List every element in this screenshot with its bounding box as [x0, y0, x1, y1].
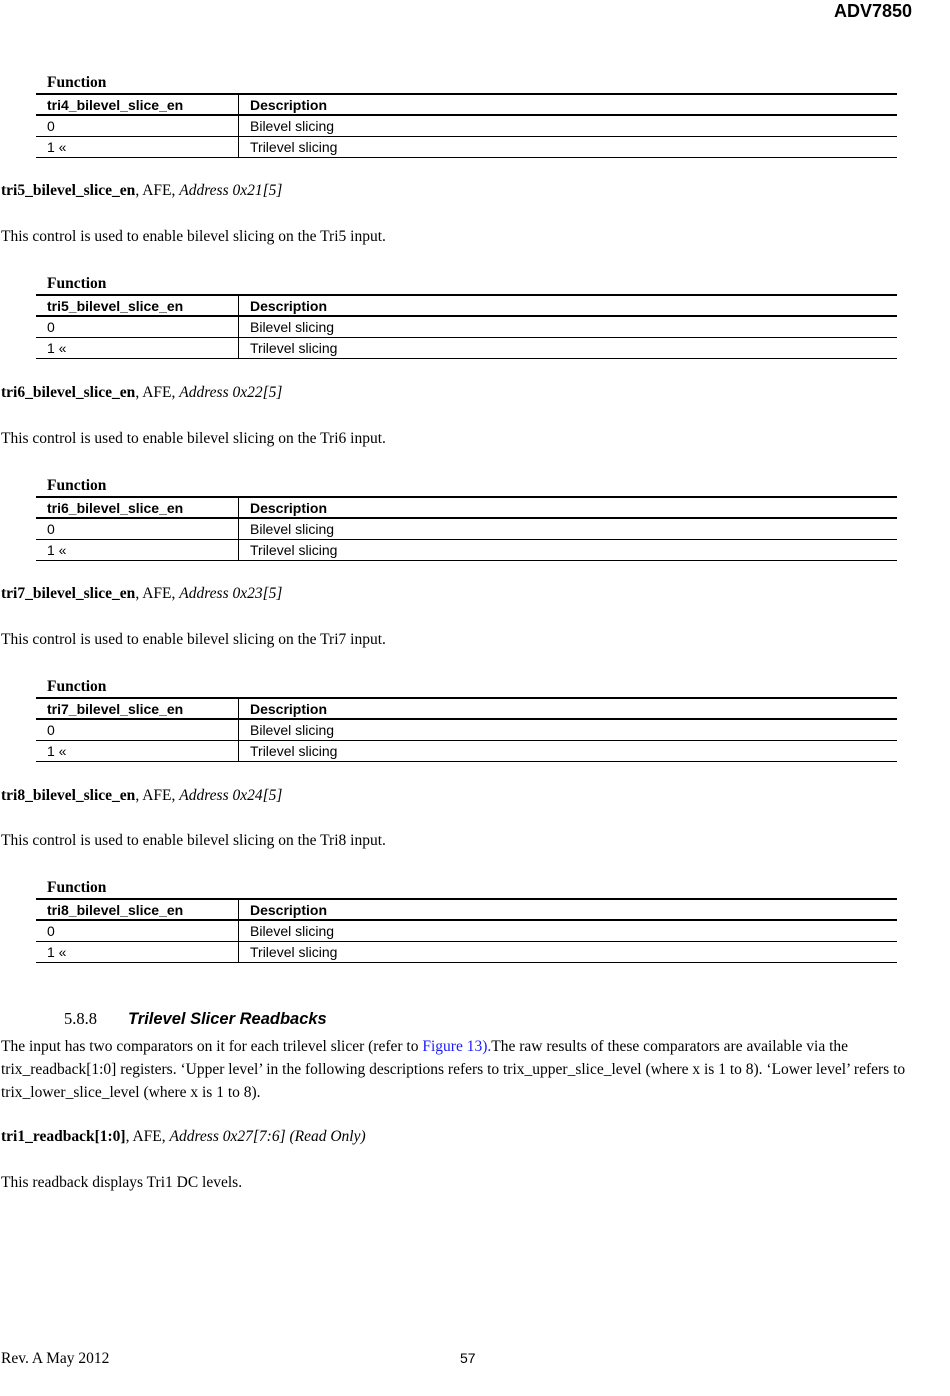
function-table-title: Function [47, 879, 107, 896]
table-cell: 1 « [36, 540, 239, 561]
register-name: tri7_bilevel_slice_en [1, 585, 136, 602]
table-row [36, 518, 897, 540]
section-title: Trilevel Slicer Readbacks [128, 1010, 327, 1028]
column-header: tri5_bilevel_slice_en [36, 295, 239, 316]
body-text-rest: The raw results of these comparators are available via the trix_readback[1:0] registers. ‘Upper level’ in the following descriptions refers to trix_upper_slice_level (where x is 1 to 8). ‘Lower level’ refers to trix_lower_slice_level (where x is 1 to 8). [1, 1038, 906, 1101]
register-name: tri6_bilevel_slice_en [1, 384, 136, 401]
document-header-title: ADV7850 [833, 1, 912, 21]
register-block: , AFE, [135, 182, 180, 199]
table-cell: 1 « [36, 741, 239, 762]
register-address: Address 0x21[5] [179, 182, 283, 199]
register-address: Address 0x27[7:6] (Read Only) [169, 1128, 366, 1145]
table-cell: 0 [36, 316, 239, 338]
table-cell: Bilevel slicing [239, 920, 898, 942]
table-header-row [36, 94, 897, 115]
table-cell: 0 [36, 115, 239, 137]
table-header-row [36, 698, 897, 719]
register-heading [1, 585, 282, 603]
register-address: Address 0x23[5] [179, 585, 283, 602]
column-header: tri6_bilevel_slice_en [36, 497, 239, 518]
function-table [36, 898, 897, 963]
table-row [36, 137, 897, 158]
table-row [36, 540, 897, 561]
table-cell: Trilevel slicing [239, 741, 898, 762]
function-table-title: Function [47, 275, 107, 292]
register-block: , AFE, [135, 585, 180, 602]
table-row [36, 115, 897, 137]
table-cell: Bilevel slicing [239, 719, 898, 741]
column-header: Description [239, 94, 898, 115]
body-text-start: The input has two comparators on it for each trilevel slicer (refer to [1, 1038, 423, 1055]
table-row [36, 741, 897, 762]
table-cell: 1 « [36, 942, 239, 963]
register-block: , AFE, [125, 1128, 170, 1145]
footer-revision: Rev. A May 2012 [1, 1350, 110, 1367]
table-header-row [36, 497, 897, 518]
register-address: Address 0x22[5] [179, 384, 283, 401]
function-table [36, 697, 897, 762]
function-table [36, 93, 897, 158]
table-header-row [36, 899, 897, 920]
column-header: tri4_bilevel_slice_en [36, 94, 239, 115]
column-header: Description [239, 899, 898, 920]
table-row [36, 719, 897, 741]
register-name: tri8_bilevel_slice_en [1, 787, 136, 804]
register-description: This control is used to enable bilevel slicing on the Tri5 input. [1, 228, 386, 245]
register-heading [1, 384, 282, 402]
table-cell: Trilevel slicing [239, 942, 898, 963]
register-block: , AFE, [135, 384, 180, 401]
register-address: Address 0x24[5] [179, 787, 283, 804]
register-name: tri5_bilevel_slice_en [1, 182, 136, 199]
table-cell: 0 [36, 719, 239, 741]
column-header: tri8_bilevel_slice_en [36, 899, 239, 920]
function-table [36, 496, 897, 561]
function-table-title: Function [47, 477, 107, 494]
table-cell: 0 [36, 920, 239, 942]
column-header: tri7_bilevel_slice_en [36, 698, 239, 719]
register-name: tri1_readback[1:0] [1, 1128, 126, 1145]
table-cell: Trilevel slicing [239, 338, 898, 359]
function-table [36, 294, 897, 359]
section-heading [64, 1009, 327, 1029]
register-block: , AFE, [135, 787, 180, 804]
register-heading [1, 1128, 366, 1146]
register-description: This control is used to enable bilevel slicing on the Tri7 input. [1, 631, 386, 648]
register-heading [1, 787, 282, 805]
table-cell: 1 « [36, 338, 239, 359]
table-cell: Trilevel slicing [239, 540, 898, 561]
register-description: This readback displays Tri1 DC levels. [1, 1174, 243, 1191]
register-heading [1, 182, 282, 200]
column-header: Description [239, 497, 898, 518]
table-row [36, 338, 897, 359]
footer-page-number: 57 [460, 1350, 476, 1366]
table-cell: 0 [36, 518, 239, 540]
register-description: This control is used to enable bilevel slicing on the Tri6 input. [1, 430, 386, 447]
table-header-row [36, 295, 897, 316]
column-header: Description [239, 295, 898, 316]
table-cell: Bilevel slicing [239, 115, 898, 137]
section-body-text [1, 1035, 921, 1104]
figure-link[interactable]: Figure 13). [422, 1038, 492, 1055]
function-table-title: Function [47, 74, 107, 91]
column-header: Description [239, 698, 898, 719]
table-cell: 1 « [36, 137, 239, 158]
section-number: 5.8.8 [64, 1009, 97, 1028]
table-row [36, 920, 897, 942]
table-row [36, 316, 897, 338]
function-table-title: Function [47, 678, 107, 695]
register-description: This control is used to enable bilevel slicing on the Tri8 input. [1, 832, 386, 849]
table-cell: Bilevel slicing [239, 518, 898, 540]
table-cell: Trilevel slicing [239, 137, 898, 158]
table-cell: Bilevel slicing [239, 316, 898, 338]
table-row [36, 942, 897, 963]
